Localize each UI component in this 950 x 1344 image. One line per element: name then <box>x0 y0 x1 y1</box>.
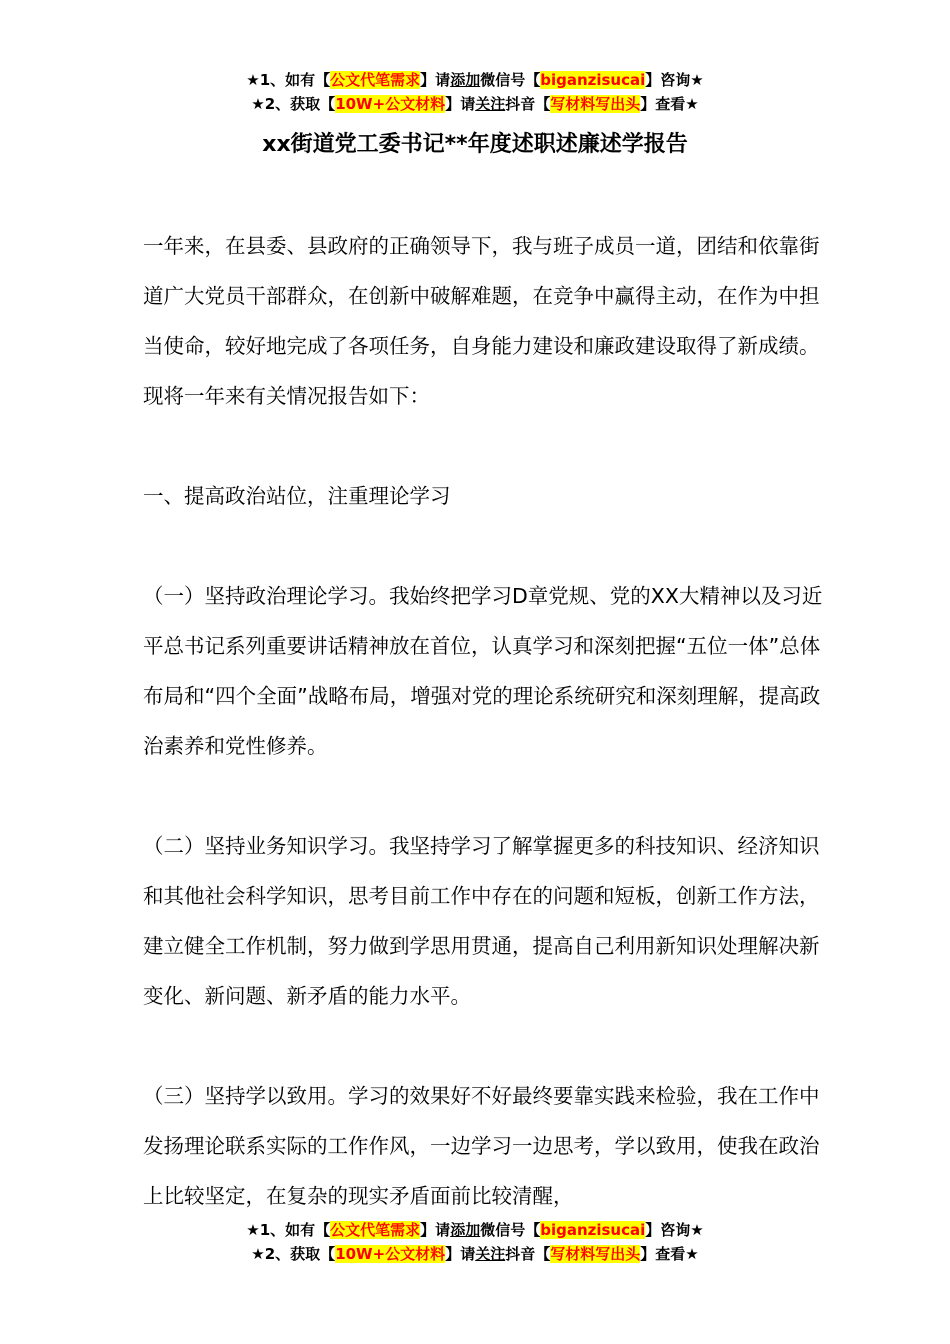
promo-highlight-service: 公文代笔需求 <box>330 71 421 89</box>
promo-text: 】咨询★ <box>645 1221 704 1239</box>
item-paragraph-2: （二）坚持业务知识学习。我坚持学习了解掌握更多的科技知识、经济知识和其他社会科学知识，思考目前工作中存在的问题和短板，创新工作方法，建立健全工作机制，努力做到学思用贯通，提高自己利用新知识处理解决新变化、新问题、新矛盾的能力水平。 <box>143 834 820 1008</box>
promo-text: ★2、获取【 <box>251 95 336 113</box>
promo-highlight-materials: 10W+公文材料 <box>335 1245 446 1263</box>
promo-footer <box>0 1218 950 1266</box>
promo-text: 】请 <box>420 71 451 89</box>
promo-highlight-wechat: biganzisucai <box>540 1221 646 1239</box>
item-paragraph-1: （一）坚持政治理论学习。我始终把学习D章党规、党的XX大精神以及习近平总书记系列重要讲话精神放在首位，认真学习和深刻把握“五位一体”总体布局和“四个全面”战略布局，增强对党的理论系统研究和深刻理解，提高政治素养和党性修养。 <box>143 584 823 758</box>
promo-text: 】查看★ <box>640 1245 699 1263</box>
promo-line-2 <box>0 92 950 116</box>
promo-text: 】咨询★ <box>645 71 704 89</box>
promo-text: 】请 <box>420 1221 451 1239</box>
promo-underline-add: 添加 <box>450 71 481 89</box>
promo-highlight-service: 公文代笔需求 <box>330 1221 421 1239</box>
promo-text: 抖音【 <box>505 95 551 113</box>
promo-text: 】查看★ <box>640 95 699 113</box>
promo-underline-follow: 关注 <box>475 1245 506 1263</box>
promo-text: ★2、获取【 <box>251 1245 336 1263</box>
promo-text: 】请 <box>445 1245 476 1263</box>
promo-header <box>0 68 950 116</box>
promo-text: 微信号【 <box>480 71 541 89</box>
promo-text: 】请 <box>445 95 476 113</box>
document-title: xx街道党工委书记**年度述职述廉述学报告 <box>262 132 688 157</box>
promo-highlight-douyin: 写材料写出头 <box>550 1245 641 1263</box>
promo-text: ★1、如有【 <box>246 71 331 89</box>
promo-highlight-douyin: 写材料写出头 <box>550 95 641 113</box>
promo-text: 抖音【 <box>505 1245 551 1263</box>
section-heading: 一、提高政治站位，注重理论学习 <box>143 484 451 508</box>
promo-text: ★1、如有【 <box>246 1221 331 1239</box>
promo-highlight-materials: 10W+公文材料 <box>335 95 446 113</box>
promo-underline-follow: 关注 <box>475 95 506 113</box>
promo-line-1 <box>0 68 950 92</box>
promo-line-2 <box>0 1242 950 1266</box>
promo-line-1 <box>0 1218 950 1242</box>
promo-highlight-wechat: biganzisucai <box>540 71 646 89</box>
promo-text: 微信号【 <box>480 1221 541 1239</box>
promo-underline-add: 添加 <box>450 1221 481 1239</box>
document-body <box>143 221 833 1271</box>
item-paragraph-3: （三）坚持学以致用。学习的效果好不好最终要靠实践来检验，我在工作中发扬理论联系实际的工作作风，一边学习一边思考，学以致用，使我在政治上比较坚定，在复杂的现实矛盾面前比较清醒， <box>143 1084 820 1208</box>
intro-paragraph: 一年来，在县委、县政府的正确领导下，我与班子成员一道，团结和依靠街道广大党员干部群众，在创新中破解难题，在竞争中赢得主动，在作为中担当使命，较好地完成了各项任务，自身能力建设和廉政建设取得了新成绩。现将一年来有关情况报告如下： <box>143 234 820 408</box>
